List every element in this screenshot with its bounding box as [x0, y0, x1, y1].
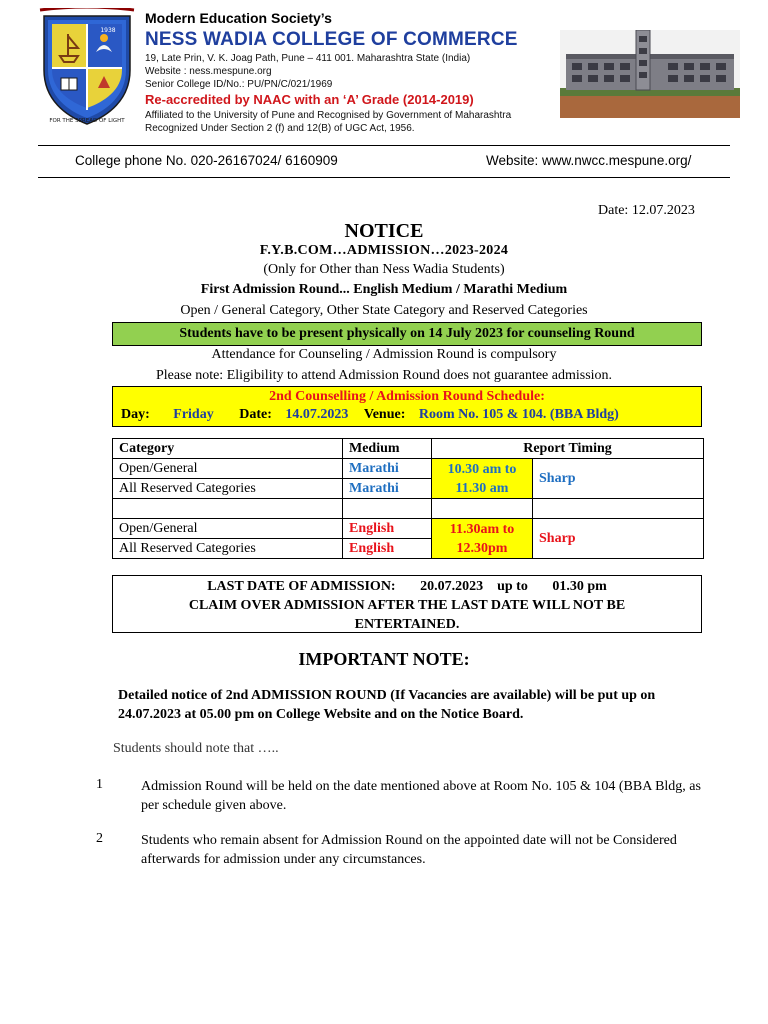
college-crest-logo	[38, 8, 136, 126]
header-divider-top	[38, 145, 730, 146]
sharp-cell: Sharp	[533, 519, 704, 559]
category-cell: All Reserved Categories	[113, 479, 343, 499]
important-note-title: IMPORTANT NOTE:	[298, 649, 470, 669]
students-note-intro: Students should note that …..	[113, 741, 279, 756]
detailed-notice-text: Detailed notice of 2nd ADMISSION ROUND (If Vacancies are available) will be put up on 24.07.2023 at 05.00 pm on College Website and on the Notice Board.	[118, 688, 656, 722]
notice-subtitle: F.Y.B.COM…ADMISSION…2023-2024	[259, 243, 509, 258]
col-header-report-timing: Report Timing	[432, 439, 704, 459]
point-number: 2	[96, 831, 103, 846]
header-divider-bottom	[38, 177, 730, 178]
schedule-title: 2nd Counselling / Admission Round Schedule:	[269, 389, 545, 404]
medium-cell: English	[343, 539, 432, 559]
point-number: 1	[96, 777, 103, 792]
timing-cell: 10.30 am to 11.30 am	[432, 459, 533, 499]
physical-presence-banner: Students have to be present physically on 14 July 2023 for counseling Round	[112, 322, 702, 346]
college-website[interactable]: Website: www.nwcc.mespune.org/	[486, 153, 692, 168]
medium-cell: English	[343, 519, 432, 539]
notice-date: Date: 12.07.2023	[598, 203, 695, 218]
first-round-heading: First Admission Round... English Medium / Marathi Medium	[200, 282, 568, 297]
college-building-photo	[560, 30, 740, 118]
table-header-row	[113, 439, 704, 459]
point-text: Students who remain absent for Admission Round on the appointed date will not be Considered afterwards for admission under any circumstances.	[141, 833, 677, 867]
last-date-line: LAST DATE OF ADMISSION: 20.07.2023 up to 01.30 pm	[207, 579, 607, 594]
timing-cell: 11.30am to 12.30pm	[432, 519, 533, 559]
naac-accreditation: Re-accredited by NAAC with an ‘A’ Grade (2014-2019)	[145, 92, 474, 107]
college-id-line: Senior College ID/No.: PU/PN/C/021/1969	[145, 79, 333, 90]
college-phone: College phone No. 020-26167024/ 6160909	[75, 153, 338, 168]
category-cell: All Reserved Categories	[113, 539, 343, 559]
recognition-line: Recognized Under Section 2 (f) and 12(B) of UGC Act, 1956.	[145, 123, 415, 134]
table-row	[113, 519, 704, 539]
category-cell: Open/General	[113, 519, 343, 539]
svg-text:FOR THE SPREAD OF LIGHT: FOR THE SPREAD OF LIGHT	[49, 118, 125, 124]
point-text: Admission Round will be held on the date mentioned above at Room No. 105 & 104 (BBA Bldg, as per schedule given above.	[141, 779, 701, 813]
address-line: 19, Late Prin, V. K. Joag Path, Pune – 411 001. Maharashtra State (India)	[145, 53, 471, 64]
eligibility-note: Please note: Eligibility to attend Admission Round does not guarantee admission.	[155, 368, 613, 383]
college-name: NESS WADIA COLLEGE OF COMMERCE	[145, 29, 518, 50]
attendance-note: Attendance for Counseling / Admission Round is compulsory	[211, 347, 557, 362]
medium-cell: Marathi	[343, 479, 432, 499]
date-label: Date:	[239, 407, 272, 422]
col-header-category: Category	[113, 439, 343, 459]
notice-title: NOTICE	[344, 220, 424, 242]
sharp-cell: Sharp	[533, 459, 704, 499]
svg-text:1938: 1938	[100, 27, 116, 34]
last-date-box	[112, 575, 702, 633]
venue-value: Room No. 105 & 104. (BBA Bldg)	[418, 407, 619, 422]
venue-label: Venue:	[363, 407, 406, 422]
table-row-spacer	[113, 499, 704, 519]
schedule-details	[121, 407, 619, 423]
day-label: Day:	[121, 407, 150, 422]
medium-cell: Marathi	[343, 459, 432, 479]
schedule-box	[112, 386, 702, 427]
table-row	[113, 459, 704, 479]
category-cell: Open/General	[113, 459, 343, 479]
date-value: 14.07.2023	[285, 407, 349, 422]
affiliation-line: Affiliated to the University of Pune and Recognised by Government of Maharashtra	[145, 110, 512, 121]
website-line: Website : ness.mespune.org	[145, 66, 272, 77]
society-name: Modern Education Society’s	[145, 10, 332, 26]
col-header-medium: Medium	[343, 439, 432, 459]
categories-line: Open / General Category, Other State Category and Reserved Categories	[180, 303, 588, 318]
eligibility-scope: (Only for Other than Ness Wadia Students)	[263, 262, 505, 277]
claim-warning: CLAIM OVER ADMISSION AFTER THE LAST DATE WILL NOT BE ENTERTAINED.	[188, 598, 626, 632]
day-value: Friday	[173, 407, 214, 422]
report-timing-table	[112, 438, 704, 559]
